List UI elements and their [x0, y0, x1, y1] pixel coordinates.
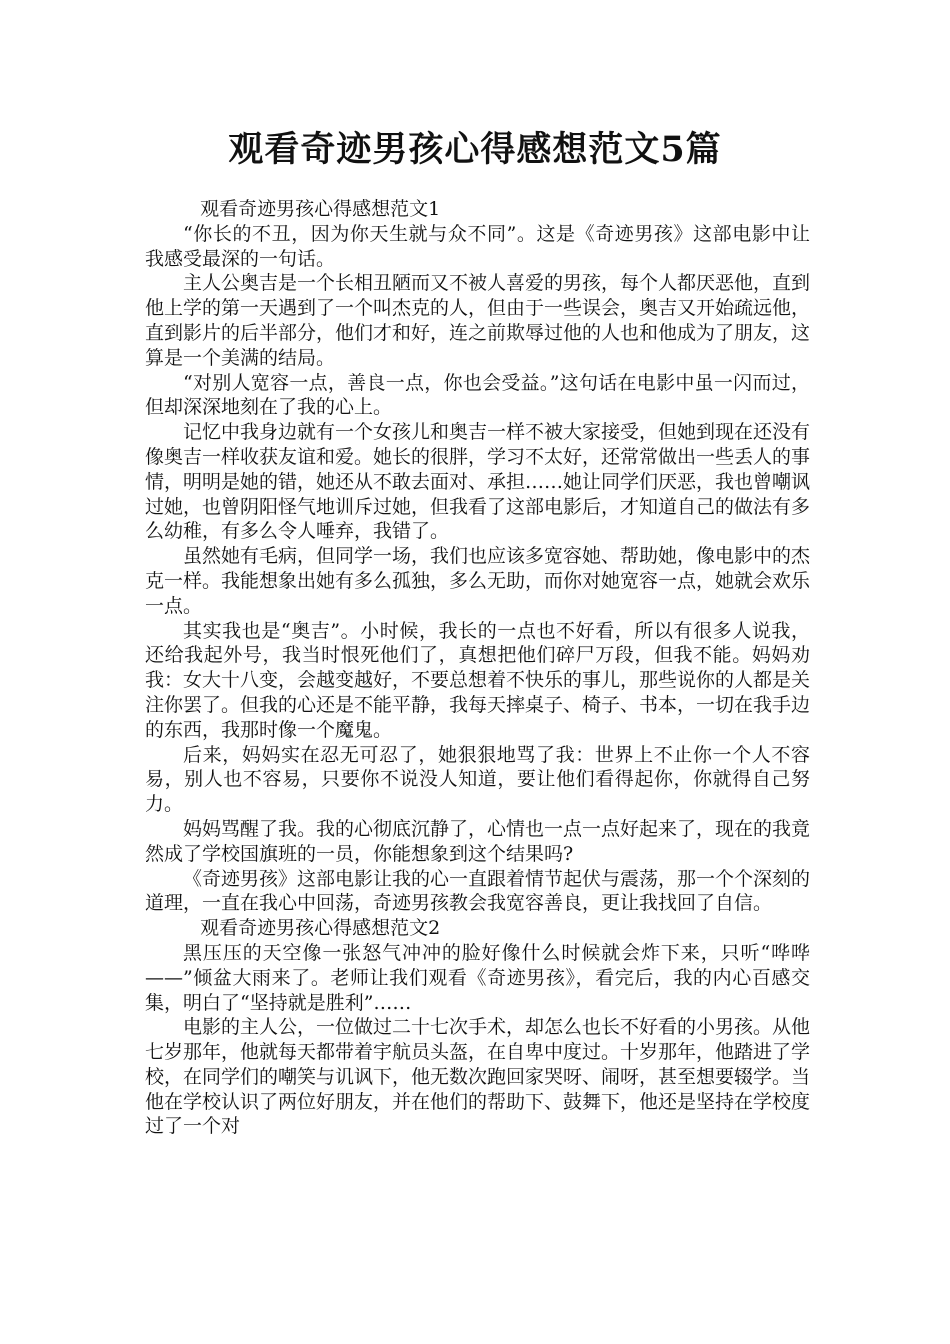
- paragraph: 《奇迹男孩》这部电影让我的心一直跟着情节起伏与震荡，那一个个深刻的道理，一直在我心中回荡，奇迹男孩教会我宽容善良，更让我找回了自信。: [145, 867, 811, 915]
- paragraph: “对别人宽容一点，善良一点，你也会受益。”这句话在电影中虽一闪而过，但却深深地刻在了我的心上。: [145, 371, 810, 419]
- paragraph: 其实我也是“奥吉”。小时候，我长的一点也不好看，所以有很多人说我，还给我起外号，我当时恨死他们了，真想把他们碎尸万段，但我不能。妈妈劝我：女大十八变，会越变越好，不要总想着不快乐的事儿，那些说你的人都是关注你罢了。但我的心还是不能平静，我每天摔桌子、椅子、书本，一切在我手边的东西，我那时像一个魔鬼。: [145, 619, 811, 741]
- section-heading: 观看奇迹男孩心得感想范文2: [200, 917, 441, 940]
- paragraph: 黑压压的天空像一张怒气冲冲的脸好像什么时候就会炸下来，只听“哗哗——”倾盆大雨来了。老师让我们观看《奇迹男孩》，看完后，我的内心百感交集，明白了“坚持就是胜利”……: [145, 941, 810, 1014]
- paragraph: 主人公奥吉是一个长相丑陋而又不被人喜爱的男孩，每个人都厌恶他，直到他上学的第一天遇到了一个叫杰克的人，但由于一些误会，奥吉又开始疏远他，直到影片的后半部分，他们才和好，连之前欺辱过他的人也和他成为了朋友，这算是一个美满的结局。: [145, 272, 811, 369]
- document-body: [145, 197, 810, 1139]
- paragraph: 电影的主人公，一位做过二十七次手术，却怎么也长不好看的小男孩。从他七岁那年，他就每天都带着宇航员头盔，在自卑中度过。十岁那年，他踏进了学校，在同学们的嘲笑与讥讽下，他无数次跑回家哭呀、闹呀，甚至想要辍学。当他在学校认识了两位好朋友，并在他们的帮助下、鼓舞下，他还是坚持在学校度过了一个对: [145, 1016, 811, 1138]
- section-heading: 观看奇迹男孩心得感想范文1: [200, 198, 441, 220]
- document-title: 观看奇迹男孩心得感想范文5篇: [228, 129, 722, 170]
- paragraph: 后来，妈妈实在忍无可忍了，她狠狠地骂了我：世界上不止你一个人不容易，别人也不容易，只要你不说没人知道，要让他们看得起你，你就得自己努力。: [145, 743, 810, 816]
- paragraph: 虽然她有毛病，但同学一场，我们也应该多宽容她、帮助她，像电影中的杰克一样。我能想象出她有多么孤独，多么无助，而你对她宽容一点，她就会欢乐一点。: [145, 545, 811, 617]
- paragraph: “你长的不丑，因为你天生就与众不同”。这是《奇迹男孩》这部电影中让我感受最深的一句话。: [145, 222, 810, 270]
- paragraph: 记忆中我身边就有一个女孩儿和奥吉一样不被大家接受，但她到现在还没有像奥吉一样收获友谊和爱。她长的很胖，学习不太好，还常常做出一些丢人的事情，明明是她的错，她还从不敢去面对、承担……她让同学们厌恶，我也曾嘲讽过她，也曾阴阳怪气地训斥过她，但我看了这部电影后，才知道自己的做法有多么幼稚，有多么令人唾弃，我错了。: [145, 421, 811, 543]
- paragraph: 妈妈骂醒了我。我的心彻底沉静了，心情也一点一点好起来了，现在的我竟然成了学校国旗班的一员，你能想象到这个结果吗?: [145, 817, 811, 865]
